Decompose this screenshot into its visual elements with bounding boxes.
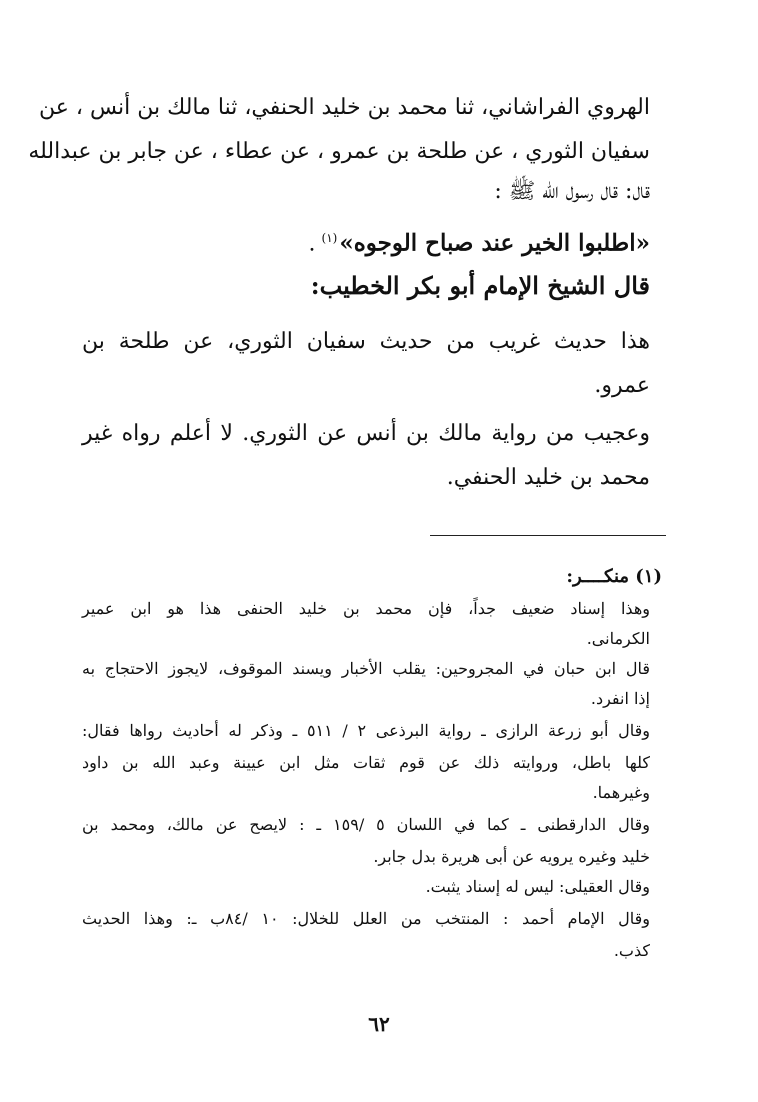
footnote-marker: (١) منكــــر: [566,566,662,587]
footnote-line: وقال أبو زرعة الرازى ـ رواية البرذعى ٢ / ٥١١ ـ وذكر له أحاديث رواها فقال: [82,721,651,740]
footnote-line: خليد وغيره يرويه عن أبى هريرة بدل جابر. [373,847,650,866]
para2-line-1: وعجيب من رواية مالك بن أنس عن الثوري. لا أعلم رواه غير [82,421,650,446]
footnote-line: وقال العقيلى: ليس له إسناد يثبت. [425,877,650,896]
hadith-end: . [308,231,316,257]
footnote-line: وهذا إسناد ضعيف جداً، فإن محمد بن خليد الحنفى هذا هو ابن عمير [82,599,650,618]
main-line-3: قال: قال رسول الله ﷺ : [494,179,650,204]
para1-line-2: عمرو. [594,373,650,398]
footnote-line: وغيرهما. [592,783,650,802]
para2-line-2: محمد بن خليد الحنفي. [446,465,650,490]
footnote-line: وقال الإمام أحمد : المنتخب من العلل للخلال: ١٠ /٨٤ب ـ: وهذا الحديث [82,909,651,928]
hadith-text: «اطلبوا الخير عند صباح الوجوه» [339,229,650,257]
section-heading: قال الشيخ الإمام أبو بكر الخطيب: [310,271,650,300]
footnote-line: كذب. [613,941,650,960]
footnote-line: وقال الدارقطنى ـ كما في اللسان ٥ /١٥٩ ـ : لايصح عن مالك، ومحمد بن [82,815,650,834]
footnote-line: قال ابن حبان في المجروحين: يقلب الأخبار ويسند الموقوف، لايجوز الاحتجاج به [82,659,650,678]
page-number: ٦٢ [368,1012,390,1036]
footnote-line: الكرمانى. [586,629,650,648]
footnote-divider [430,535,666,536]
footnote-line: كلها باطل، وروايته ذلك عن قوم ثقات مثل ابن عيينة وعبد الله بن داود [82,753,650,772]
footnote-line: إذا انفرد. [590,689,650,708]
footnote-ref: (١) [321,231,338,245]
main-line-2: سفيان الثوري ، عن طلحة بن عمرو ، عن عطاء ، عن جابر بن عبدالله [28,139,650,164]
main-line-1: الهروي الفراشاني، ثنا محمد بن خليد الحنفي، ثنا مالك بن أنس ، عن [39,95,650,120]
para1-line-1: هذا حديث غريب من حديث سفيان الثوري، عن طلحة بن [82,329,650,354]
hadith-line [309,218,651,258]
